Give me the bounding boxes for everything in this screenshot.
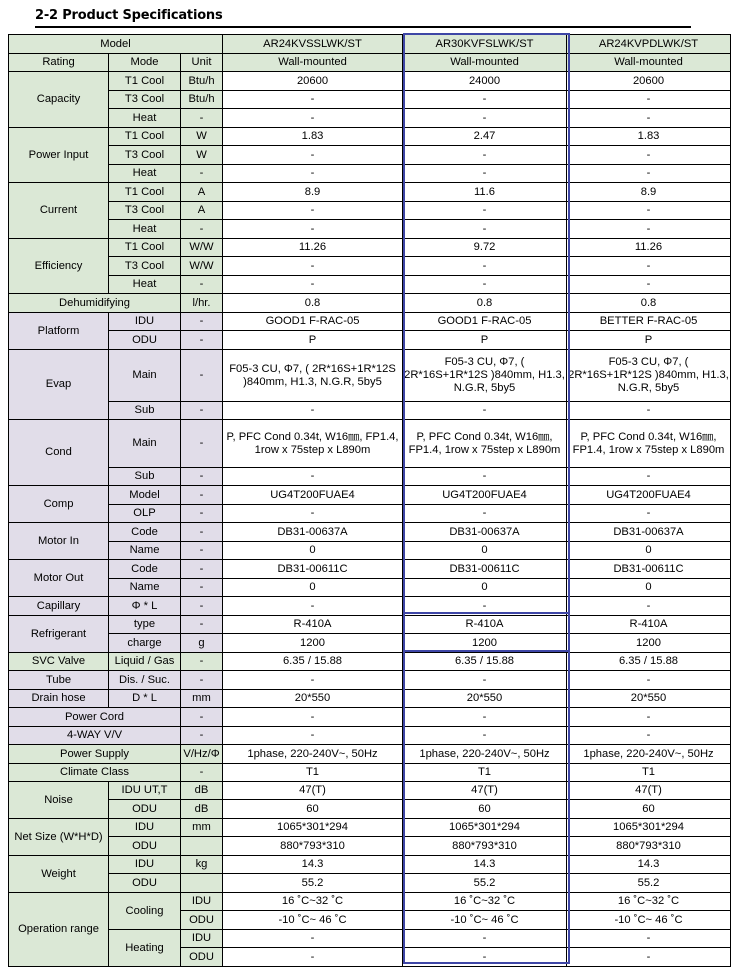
mode-label: Mode (109, 54, 181, 72)
mode-cell: Code (109, 560, 181, 579)
value-cell: 1phase, 220-240V~, 50Hz (403, 745, 567, 764)
section-heading: 2-2 Product Specifications (35, 8, 223, 23)
value-cell: - (223, 505, 403, 523)
value-cell: - (567, 402, 731, 420)
value-cell: - (567, 220, 731, 239)
value-cell: - (567, 165, 731, 183)
value-cell: - (403, 165, 567, 183)
value-cell: DB31-00637A (567, 523, 731, 542)
value-cell: 16 ˚C~32 ˚C (223, 893, 403, 911)
value-cell: 9.72 (403, 239, 567, 257)
mode-cell: Φ * L (109, 597, 181, 616)
unit-cell: - (181, 560, 223, 579)
unit-cell: - (181, 542, 223, 560)
value-cell: DB31-00637A (403, 523, 567, 542)
value-cell: 0 (403, 579, 567, 597)
row-group-label: Power Cord (9, 708, 181, 727)
value-cell: -10 ˚C~ 46 ˚C (223, 911, 403, 930)
value-cell: 880*793*310 (403, 837, 567, 856)
value-cell: 0 (567, 542, 731, 560)
value-cell: 55.2 (403, 874, 567, 893)
row-group-label: Dehumidifying (9, 294, 181, 313)
value-cell: - (223, 165, 403, 183)
value-cell: 47(T) (403, 782, 567, 800)
value-cell: - (567, 708, 731, 727)
unit-cell: - (181, 331, 223, 350)
unit-cell: W/W (181, 239, 223, 257)
value-cell: GOOD1 F-RAC-05 (403, 313, 567, 331)
value-cell: - (403, 276, 567, 294)
value-cell: 1.83 (223, 128, 403, 146)
unit-cell: - (181, 109, 223, 128)
value-cell: - (223, 597, 403, 616)
mode-cell: Sub (109, 468, 181, 486)
unit-cell (181, 837, 223, 856)
row-group-label: Power Input (9, 128, 109, 183)
mode-cell: T3 Cool (109, 257, 181, 276)
model-name: AR30KVFSLWK/ST (403, 35, 567, 54)
value-cell: - (403, 948, 567, 967)
value-cell: R-410A (403, 616, 567, 634)
mode-cell: ODU (109, 800, 181, 819)
value-cell: 14.3 (403, 856, 567, 874)
value-cell: P (223, 331, 403, 350)
value-cell: 11.26 (223, 239, 403, 257)
value-cell: 0 (223, 542, 403, 560)
value-cell: - (403, 727, 567, 745)
value-cell: - (403, 671, 567, 690)
value-cell: - (567, 202, 731, 220)
value-cell: - (567, 505, 731, 523)
unit-cell: - (181, 708, 223, 727)
value-cell: - (567, 930, 731, 948)
value-cell: 1200 (403, 634, 567, 653)
row-group-label: Cond (9, 420, 109, 486)
unit-cell: - (181, 220, 223, 239)
value-cell: 1phase, 220-240V~, 50Hz (567, 745, 731, 764)
value-cell: DB31-00611C (223, 560, 403, 579)
value-cell: 1065*301*294 (403, 819, 567, 837)
mode-cell: IDU UT,T (109, 782, 181, 800)
unit-cell: dB (181, 800, 223, 819)
mode-cell: Heat (109, 276, 181, 294)
row-group-label: Drain hose (9, 690, 109, 708)
value-cell: - (567, 146, 731, 165)
value-cell: 1.83 (567, 128, 731, 146)
value-cell: - (223, 671, 403, 690)
value-cell: - (403, 505, 567, 523)
row-group-label: Efficiency (9, 239, 109, 294)
value-cell: 0 (403, 542, 567, 560)
model-label: Model (9, 35, 223, 54)
row-group-label: Current (9, 183, 109, 239)
value-cell: - (403, 708, 567, 727)
value-cell: 20*550 (567, 690, 731, 708)
unit-cell: - (181, 420, 223, 468)
mode-cell: charge (109, 634, 181, 653)
unit-cell: - (181, 727, 223, 745)
row-group-label: Operation range (9, 893, 109, 967)
row-group-label: Weight (9, 856, 109, 893)
unit-cell: dB (181, 782, 223, 800)
value-cell: F05-3 CU, Φ7, ( 2R*16S+1R*12S )840mm, H1.3, N.G.R, 5by5 (567, 350, 731, 402)
value-cell: - (567, 109, 731, 128)
sub-mode-cell: IDU (181, 893, 223, 911)
value-cell: DB31-00611C (403, 560, 567, 579)
value-cell: P (403, 331, 567, 350)
value-cell: - (223, 202, 403, 220)
unit-cell: l/hr. (181, 294, 223, 313)
value-cell: 8.9 (223, 183, 403, 202)
value-cell: -10 ˚C~ 46 ˚C (403, 911, 567, 930)
row-group-label: Power Supply (9, 745, 181, 764)
unit-cell: - (181, 165, 223, 183)
unit-cell: A (181, 202, 223, 220)
value-cell: T1 (223, 764, 403, 782)
value-cell: - (403, 930, 567, 948)
mode-cell: IDU (109, 313, 181, 331)
value-cell: 1200 (223, 634, 403, 653)
rating-value: Wall-mounted (403, 54, 567, 72)
value-cell: - (403, 257, 567, 276)
mode-cell: T1 Cool (109, 239, 181, 257)
value-cell: - (567, 671, 731, 690)
value-cell: - (223, 468, 403, 486)
value-cell: - (223, 708, 403, 727)
value-cell: 6.35 / 15.88 (223, 653, 403, 671)
value-cell: 2.47 (403, 128, 567, 146)
value-cell: 16 ˚C~32 ˚C (403, 893, 567, 911)
model-name: AR24KVPDLWK/ST (567, 35, 731, 54)
value-cell: 47(T) (223, 782, 403, 800)
row-group-label: Refrigerant (9, 616, 109, 653)
unit-cell: - (181, 579, 223, 597)
row-group-label: Comp (9, 486, 109, 523)
value-cell: 60 (223, 800, 403, 819)
value-cell: - (223, 930, 403, 948)
value-cell: 60 (567, 800, 731, 819)
value-cell: - (567, 468, 731, 486)
value-cell: - (223, 402, 403, 420)
model-name: AR24KVSSLWK/ST (223, 35, 403, 54)
mode-cell: IDU (109, 819, 181, 837)
sub-mode-cell: IDU (181, 930, 223, 948)
unit-cell: kg (181, 856, 223, 874)
value-cell: P (567, 331, 731, 350)
value-cell: 14.3 (223, 856, 403, 874)
value-cell: - (223, 109, 403, 128)
value-cell: 47(T) (567, 782, 731, 800)
mode-cell: T3 Cool (109, 202, 181, 220)
unit-cell: - (181, 402, 223, 420)
value-cell: 8.9 (567, 183, 731, 202)
mode-cell: Main (109, 350, 181, 402)
mode-cell: Liquid / Gas (109, 653, 181, 671)
value-cell: 20600 (223, 72, 403, 91)
sub-mode-cell: ODU (181, 948, 223, 967)
value-cell: R-410A (223, 616, 403, 634)
unit-cell: - (181, 486, 223, 505)
value-cell: - (403, 468, 567, 486)
unit-cell (181, 874, 223, 893)
value-cell: 0.8 (223, 294, 403, 313)
value-cell: - (223, 948, 403, 967)
value-cell: - (403, 202, 567, 220)
value-cell: - (403, 597, 567, 616)
value-cell: -10 ˚C~ 46 ˚C (567, 911, 731, 930)
unit-cell: W (181, 128, 223, 146)
mode-cell: Heat (109, 220, 181, 239)
value-cell: - (567, 597, 731, 616)
mode-cell: Heat (109, 165, 181, 183)
value-cell: 20*550 (403, 690, 567, 708)
unit-label: Unit (181, 54, 223, 72)
mode-cell: Model (109, 486, 181, 505)
row-group-label: Capillary (9, 597, 109, 616)
mode-cell: Code (109, 523, 181, 542)
unit-cell: W (181, 146, 223, 165)
unit-cell: - (181, 313, 223, 331)
row-group-label: SVC Valve (9, 653, 109, 671)
value-cell: 6.35 / 15.88 (403, 653, 567, 671)
mode-cell: T1 Cool (109, 183, 181, 202)
rating-value: Wall-mounted (223, 54, 403, 72)
mode-cell: Heating (109, 930, 181, 967)
value-cell: T1 (567, 764, 731, 782)
row-group-label: Tube (9, 671, 109, 690)
value-cell: 880*793*310 (223, 837, 403, 856)
value-cell: 11.26 (567, 239, 731, 257)
value-cell: 1200 (567, 634, 731, 653)
unit-cell: Btu/h (181, 72, 223, 91)
unit-cell: - (181, 764, 223, 782)
mode-cell: T1 Cool (109, 128, 181, 146)
value-cell: - (567, 948, 731, 967)
value-cell: P, PFC Cond 0.34t, W16㎜, FP1.4, 1row x 75step x L890m (403, 420, 567, 468)
unit-cell: - (181, 616, 223, 634)
sub-mode-cell: ODU (181, 911, 223, 930)
value-cell: 14.3 (567, 856, 731, 874)
value-cell: - (403, 146, 567, 165)
rating-value: Wall-mounted (567, 54, 731, 72)
row-group-label: Noise (9, 782, 109, 819)
value-cell: - (567, 276, 731, 294)
unit-cell: mm (181, 690, 223, 708)
mode-cell: Dis. / Suc. (109, 671, 181, 690)
unit-cell: V/Hz/Φ (181, 745, 223, 764)
value-cell: - (223, 220, 403, 239)
value-cell: 11.6 (403, 183, 567, 202)
value-cell: DB31-00637A (223, 523, 403, 542)
row-group-label: Platform (9, 313, 109, 350)
mode-cell: T3 Cool (109, 146, 181, 165)
unit-cell: - (181, 653, 223, 671)
unit-cell: mm (181, 819, 223, 837)
value-cell: 60 (403, 800, 567, 819)
value-cell: 1phase, 220-240V~, 50Hz (223, 745, 403, 764)
value-cell: 16 ˚C~32 ˚C (567, 893, 731, 911)
value-cell: 0 (223, 579, 403, 597)
heading-underline (35, 26, 691, 28)
value-cell: 1065*301*294 (567, 819, 731, 837)
value-cell: - (567, 727, 731, 745)
spec-table (8, 34, 731, 967)
row-group-label: Evap (9, 350, 109, 420)
unit-cell: - (181, 505, 223, 523)
mode-cell: ODU (109, 837, 181, 856)
value-cell: UG4T200FUAE4 (403, 486, 567, 505)
value-cell: - (223, 727, 403, 745)
unit-cell: W/W (181, 257, 223, 276)
row-group-label: Net Size (W*H*D) (9, 819, 109, 856)
value-cell: - (223, 146, 403, 165)
row-group-label: Motor Out (9, 560, 109, 597)
value-cell: 24000 (403, 72, 567, 91)
mode-cell: ODU (109, 874, 181, 893)
mode-cell: Name (109, 542, 181, 560)
mode-cell: Name (109, 579, 181, 597)
unit-cell: - (181, 597, 223, 616)
value-cell: - (403, 91, 567, 109)
value-cell: 55.2 (223, 874, 403, 893)
value-cell: - (567, 91, 731, 109)
row-group-label: 4-WAY V/V (9, 727, 181, 745)
mode-cell: T1 Cool (109, 72, 181, 91)
value-cell: UG4T200FUAE4 (223, 486, 403, 505)
value-cell: - (567, 257, 731, 276)
row-group-label: Climate Class (9, 764, 181, 782)
mode-cell: D * L (109, 690, 181, 708)
value-cell: 880*793*310 (567, 837, 731, 856)
row-group-label: Capacity (9, 72, 109, 128)
value-cell: F05-3 CU, Φ7, ( 2R*16S+1R*12S )840mm, H1.3, N.G.R, 5by5 (223, 350, 403, 402)
mode-cell: Cooling (109, 893, 181, 930)
unit-cell: - (181, 350, 223, 402)
value-cell: P, PFC Cond 0.34t, W16㎜, FP1.4, 1row x 75step x L890m (567, 420, 731, 468)
unit-cell: - (181, 523, 223, 542)
value-cell: - (403, 220, 567, 239)
value-cell: GOOD1 F-RAC-05 (223, 313, 403, 331)
value-cell: T1 (403, 764, 567, 782)
mode-cell: OLP (109, 505, 181, 523)
unit-cell: Btu/h (181, 91, 223, 109)
mode-cell: T3 Cool (109, 91, 181, 109)
value-cell: - (403, 402, 567, 420)
value-cell: 20*550 (223, 690, 403, 708)
value-cell: UG4T200FUAE4 (567, 486, 731, 505)
value-cell: 0.8 (567, 294, 731, 313)
value-cell: 0 (567, 579, 731, 597)
mode-cell: Sub (109, 402, 181, 420)
mode-cell: Heat (109, 109, 181, 128)
mode-cell: Main (109, 420, 181, 468)
value-cell: 1065*301*294 (223, 819, 403, 837)
unit-cell: A (181, 183, 223, 202)
row-group-label: Motor In (9, 523, 109, 560)
unit-cell: g (181, 634, 223, 653)
unit-cell: - (181, 276, 223, 294)
value-cell: - (223, 276, 403, 294)
mode-cell: IDU (109, 856, 181, 874)
value-cell: F05-3 CU, Φ7, ( 2R*16S+1R*12S )840mm, H1.3, N.G.R, 5by5 (403, 350, 567, 402)
value-cell: - (223, 257, 403, 276)
mode-cell: type (109, 616, 181, 634)
value-cell: - (223, 91, 403, 109)
value-cell: 20600 (567, 72, 731, 91)
value-cell: 0.8 (403, 294, 567, 313)
mode-cell: ODU (109, 331, 181, 350)
rating-label: Rating (9, 54, 109, 72)
value-cell: - (403, 109, 567, 128)
value-cell: 55.2 (567, 874, 731, 893)
value-cell: BETTER F-RAC-05 (567, 313, 731, 331)
unit-cell: - (181, 671, 223, 690)
unit-cell: - (181, 468, 223, 486)
value-cell: R-410A (567, 616, 731, 634)
value-cell: P, PFC Cond 0.34t, W16㎜, FP1.4, 1row x 75step x L890m (223, 420, 403, 468)
value-cell: DB31-00611C (567, 560, 731, 579)
value-cell: 6.35 / 15.88 (567, 653, 731, 671)
